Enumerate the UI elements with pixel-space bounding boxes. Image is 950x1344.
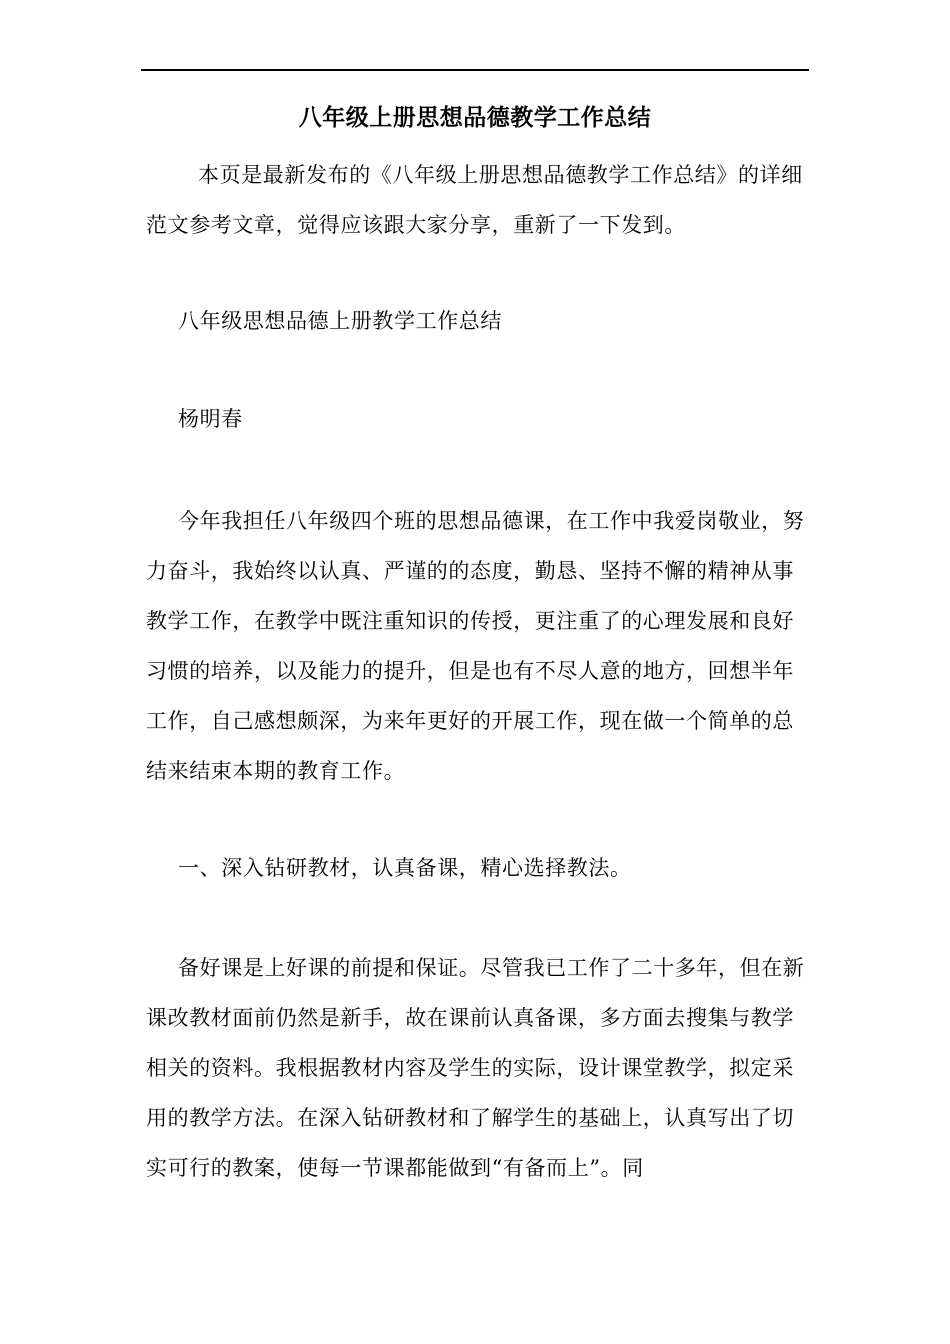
document-title: 八年级上册思想品德教学工作总结 (298, 104, 652, 131)
body-paragraph: 今年我担任八年级四个班的思想品德课，在工作中我爱岗敬业，努力奋斗，我始终以认真、严谨的的态度，勤恳、坚持不懈的精神从事教学工作，在教学中既注重知识的传授，更注重了的心理发展和良好习惯的培养，以及能力的提升，但是也有不尽人意的地方，回想半年工作，自己感想颇深，为来年更好的开展工作，现在做一个简单的总结来结束本期的教育工作。 (146, 509, 805, 783)
header-rule (141, 69, 809, 71)
author-paragraph: 杨明春 (178, 407, 243, 431)
section-heading: 一、深入钻研教材，认真备课，精心选择教法。 (178, 856, 632, 880)
body-paragraph: 备好课是上好课的前提和保证。尽管我已工作了二十多年，但在新课改教材面前仍然是新手，故在课前认真备课，多方面去搜集与教学相关的资料。我根据教材内容及学生的实际，设计课堂教学，拟定采用的教学方法。在深入钻研教材和了解学生的基础上，认真写出了切实可行的教案，使每一节课都能做到“有备而上”。同 (146, 956, 805, 1180)
subtitle-paragraph: 八年级思想品德上册教学工作总结 (178, 309, 502, 333)
intro-paragraph: 本页是最新发布的《八年级上册思想品德教学工作总结》的详细范文参考文章，觉得应该跟大家分享，重新了一下发到。 (146, 163, 803, 237)
